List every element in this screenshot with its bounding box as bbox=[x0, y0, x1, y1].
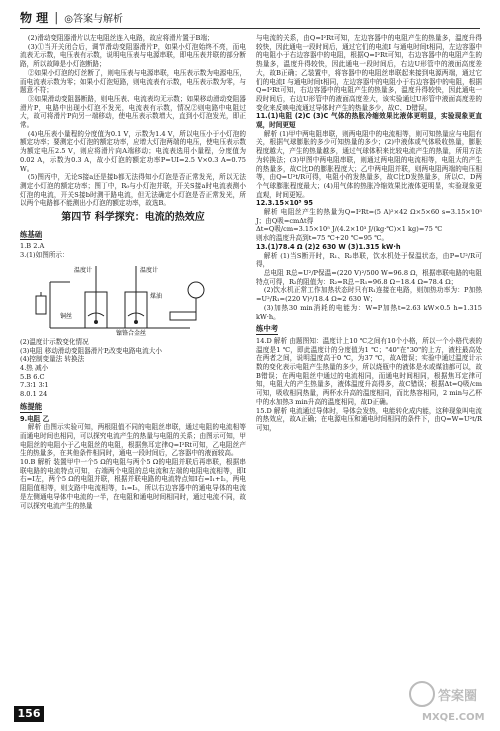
answer-explanation: 总电阻 R总=U²/P保温=(220 V)²/500 W=96.8 Ω，根据串联电路的电阻特点可得，R₂的阻值为：R₂=R总−R₁=96.8 Ω−18.4 Ω=78.4 Ω； bbox=[256, 268, 482, 286]
answer-line: 3.(1)如图所示： bbox=[20, 251, 69, 260]
answer-line: 5.B 6.C bbox=[20, 372, 45, 381]
circuit-figure bbox=[30, 262, 246, 336]
header-separator: | bbox=[54, 10, 59, 24]
answer-explanation: 14.D 解析 由题图知：温度计上10 ℃之间有10个小格，所以一个小格代表的温度是1 ℃，即此温度计的分度值为1 ℃；"40"在"30"的上方，液柱最高处在两者之间，说明温度高于0 ℃，为37 ℃，故A错误；实验中通过温度计示数的变化表示电阻产生热量的多少，所以烧瓶中的液体是水或煤油都可以，故B错误；在两电阻丝中通过的电流相同，而通电时间相同，根据焦耳定律可知，电阻大的产生热量多，液体温度升高得多，故C错误；根据Δt=Q吸/cm可知，吸收相同热量，两杯水升高的温度相同，而比热容相同，2 min与乙杯中的水加热3 min升高的温度相同，故D正确。 bbox=[256, 336, 482, 406]
practice-label: 练提能 bbox=[20, 401, 43, 411]
answer-paragraph: (4)电压表小量程的分度值为0.1 V，示数为1.4 V，所以电压小于小灯泡的额定功率；要测定小灯泡的额定功率，应增大灯泡两端的电压，使电压表示数为额定电压2.5 V，则应将滑片向A端移动；电流表选用小量程，分度值为0.02 A，示数为0.3 A，故小灯泡的额定功率P=UI=2.5 V×0.3 A=0.75 W。 bbox=[20, 129, 246, 173]
right-column bbox=[256, 34, 482, 433]
answer-line: (3)电阻 移动滑动变阻器滑片P,改变电路电流大小 bbox=[20, 346, 162, 355]
header-subtitle: ◎答案与解析 bbox=[64, 13, 123, 25]
watermark-url: MXQE.COM bbox=[422, 712, 485, 723]
answer-explanation: 则水的温度升高到t=75 ℃+20 ℃=95 ℃。 bbox=[256, 234, 389, 243]
formula: Δt=Q吸/cm=3.15×10⁵ J/(4.2×10³ J/(kg·℃)×1 kg)=75 ℃ bbox=[256, 225, 443, 234]
watermark-logo bbox=[408, 676, 490, 726]
answer-line: 7.3∶1 3∶1 bbox=[20, 381, 49, 390]
left-column bbox=[20, 34, 246, 510]
answer-line: 11.(1)电阻 (2)C (3)C 气体的热胀冷缩效果比液体更明显，实验现象更直观，时间更短 bbox=[256, 112, 482, 130]
answer-explanation: 解析 (1)当S断开时，R₁、R₂串联，饮水机处于保温状态，由P=U²/R可得， bbox=[256, 251, 482, 269]
answer-explanation: 解析 (1)甲中两电阻串联，则两电阻中的电流相等，则可知热量应与电阻有关，根据气球膨胀的多少可知热量的多少；(2)中液体或气体吸收热量，膨胀程度越大，产生的热量越多，通过气球体积来比较电流产生的热量，所用方法为转换法；(3)甲图中两电阻串联，则通过两电阻的电流相等，电阻大的产生的热量多，故C比D的膨胀程度大；乙中两电阻并联，则两电阻两端的电压相等，由Q=U²t/R可得，电阻小的发热量多，故C比D发热量多，所以C、D两个气球膨胀程度最大；(4)用气体的热胀冷缩效果比液体更明显，实验现象更直观，时间更短。 bbox=[256, 129, 482, 199]
answer-explanation: (3)加热30 min消耗的电能为：W=P加热t=2.63 kW×0.5 h=1.315 kW·h。 bbox=[256, 303, 482, 321]
circuit-diagram bbox=[30, 262, 230, 336]
answer-explanation: 解析 由图示实验可知，两根阻值不同的电阻丝串联，通过电阻的电流相等而通电时间也相同，可以探究电流产生的热量与电阻的关系；由图示可知，甲电阻丝的电阻小于乙电阻丝的电阻，根据焦耳定律Q=I²Rt可知，乙电阻丝产生的热量多，在其他条件相同时，通电一段时间后，乙容器中的液面较高。 bbox=[20, 423, 246, 458]
answer-line: 8.0.1 24 bbox=[20, 390, 48, 399]
answer-paragraph: (3)①当开关闭合后，调节滑动变阻器滑片P，如果小灯泡始终不亮，而电流表无示数，电压表有示数，说明电压表与电源串联，即电压表并联的部分断路，所以故障是小灯泡断路； bbox=[20, 42, 246, 69]
watermark-icon bbox=[408, 676, 490, 726]
copper-wire-label: 铜丝 bbox=[60, 312, 73, 320]
answer-line: 1.B 2.A bbox=[20, 242, 45, 251]
kerosene-label: 煤油 bbox=[150, 292, 163, 300]
answer-paragraph: (2)滑动变阻器滑片以左电阻丝连入电路，故应将滑片置于B端； bbox=[27, 34, 214, 42]
answer-line: 13.(1)78.4 Ω (2)2 630 W (3)1.315 kW·h bbox=[256, 242, 401, 251]
answer-explanation: 15.D 解析 电流通过导体时，导体会发热，电能转化成内能，这种现象叫电流的热效应，故A正确；在电源电压和通电时间相同的条件下，由Q=W=U²t/R可知， bbox=[256, 406, 482, 432]
subject-title: 物 理 bbox=[20, 10, 49, 25]
answer-line: 12.3.15×10⁵ 95 bbox=[256, 199, 314, 208]
answer-explanation: 10.B 解析 装置甲中一个5 Ω的电阻与两个5 Ω的电阻并联后再串联，根据串联电路的电流特点可知，右端两个电阻的总电流和左端的电阻电流相等，即I右=I左，两个5 Ω的电阻并联，根据并联电路的电流特点知I右=I₁+I₂，两电阻阻值相等，则支路中电流相等，I₁=I₂，所以右边容器中的通电导体的电流是左侧通电导体中电流的一半，在电阻和通电时间相同时，通过电流不同，故可以探究电流产生的热量 bbox=[20, 458, 246, 510]
thermometer-label: 温度计 bbox=[73, 266, 92, 274]
answer-paragraph: ③如果滑动变阻器断路，则电压表、电流表均无示数；如果移动滑动变阻器滑片P，电路中出现小灯泡不发光，电流表有示数，情况②则电路中电阻过大，故可将滑片P向另一端移动，使电压表示数增大，直到小灯泡发光，即正常。 bbox=[20, 94, 246, 130]
page-number: 156 bbox=[14, 706, 44, 722]
answer-paragraph: (5)图丙中，无论S接a还是接b都无法得知小灯泡是否正常发光，所以无法测定小灯泡的额定功率；图丁中，R₀与小灯泡并联，开关S接a时电流表测小灯泡的电流，开关S接b时测干路电流，但无法确定小灯泡是否正常发光，所以两个电路都不能测出小灯泡的额定功率，故选B。 bbox=[20, 173, 246, 208]
answer-paragraph: ②如果小灯泡的灯丝断了，则电压表与电源串联，电压表示数为电源电压，而电流表示数为零；如果小灯泡短路，则电流表有示数，电压表示数为零，与题意不符； bbox=[20, 68, 246, 95]
practice-label: 练基础 bbox=[20, 229, 43, 239]
practice-label: 练中考 bbox=[256, 324, 279, 334]
answer-line: 4.热 减小 bbox=[20, 363, 49, 372]
answer-explanation: (2)饮水机正常工作加热状态时只有R₁连接在电路，则加热功率为：P加热=U²/R₁=(220 V)²/18.4 Ω≈2 630 W； bbox=[256, 286, 482, 304]
alloy-wire-label: 镍铬合金丝 bbox=[116, 329, 147, 336]
thermometer-label: 温度计 bbox=[140, 266, 159, 274]
watermark-text: 答案圈 bbox=[438, 689, 478, 704]
answer-line: (2)温度计示数变化情况 bbox=[20, 337, 89, 346]
answer-explanation: 与电流的关系，由Q=I²Rt可知，左边容器中的电阻产生的热量多，温度升得较快，因此通电一段时间后，通过它们的电流I 与通电时间t相同，左边容器中的电阻小于右边容器中的电阻，根据Q=I²Rt可知，右边容器中的电阻产生的热量多，温度升得较快，因此通电一段时间后，右边U形管中的液面高度差大，故B正确；乙装置中，将容器中的电阻丝串联起来接到电源两端，通过它们的电流I 与通电时间t相同，左边容器中的电阻小于右边容器中的电阻，根据Q=I²Rt可知，右边容器中的电阻产生的热量多，温度升得较快，因此通电一段时间后，右边U形管中的液面高度差大，该实验通过U形管中液面高度差的变化来反映电流通过导体时产生的热量多少，故C、D错误。 bbox=[256, 34, 482, 112]
page-header bbox=[20, 6, 480, 29]
answer-explanation: 解析 电阻丝产生的热量为Q=I²Rt=(5 A)²×42 Ω×5×60 s=3.15×10⁵ J；由Q吸=cmΔt得 bbox=[256, 208, 482, 225]
section-title: 第四节 科学探究：电流的热效应 bbox=[61, 212, 205, 224]
answer-line: 9.电阻 乙 bbox=[20, 414, 50, 423]
answer-line: (4)控制变量法 转换法 bbox=[20, 355, 85, 364]
